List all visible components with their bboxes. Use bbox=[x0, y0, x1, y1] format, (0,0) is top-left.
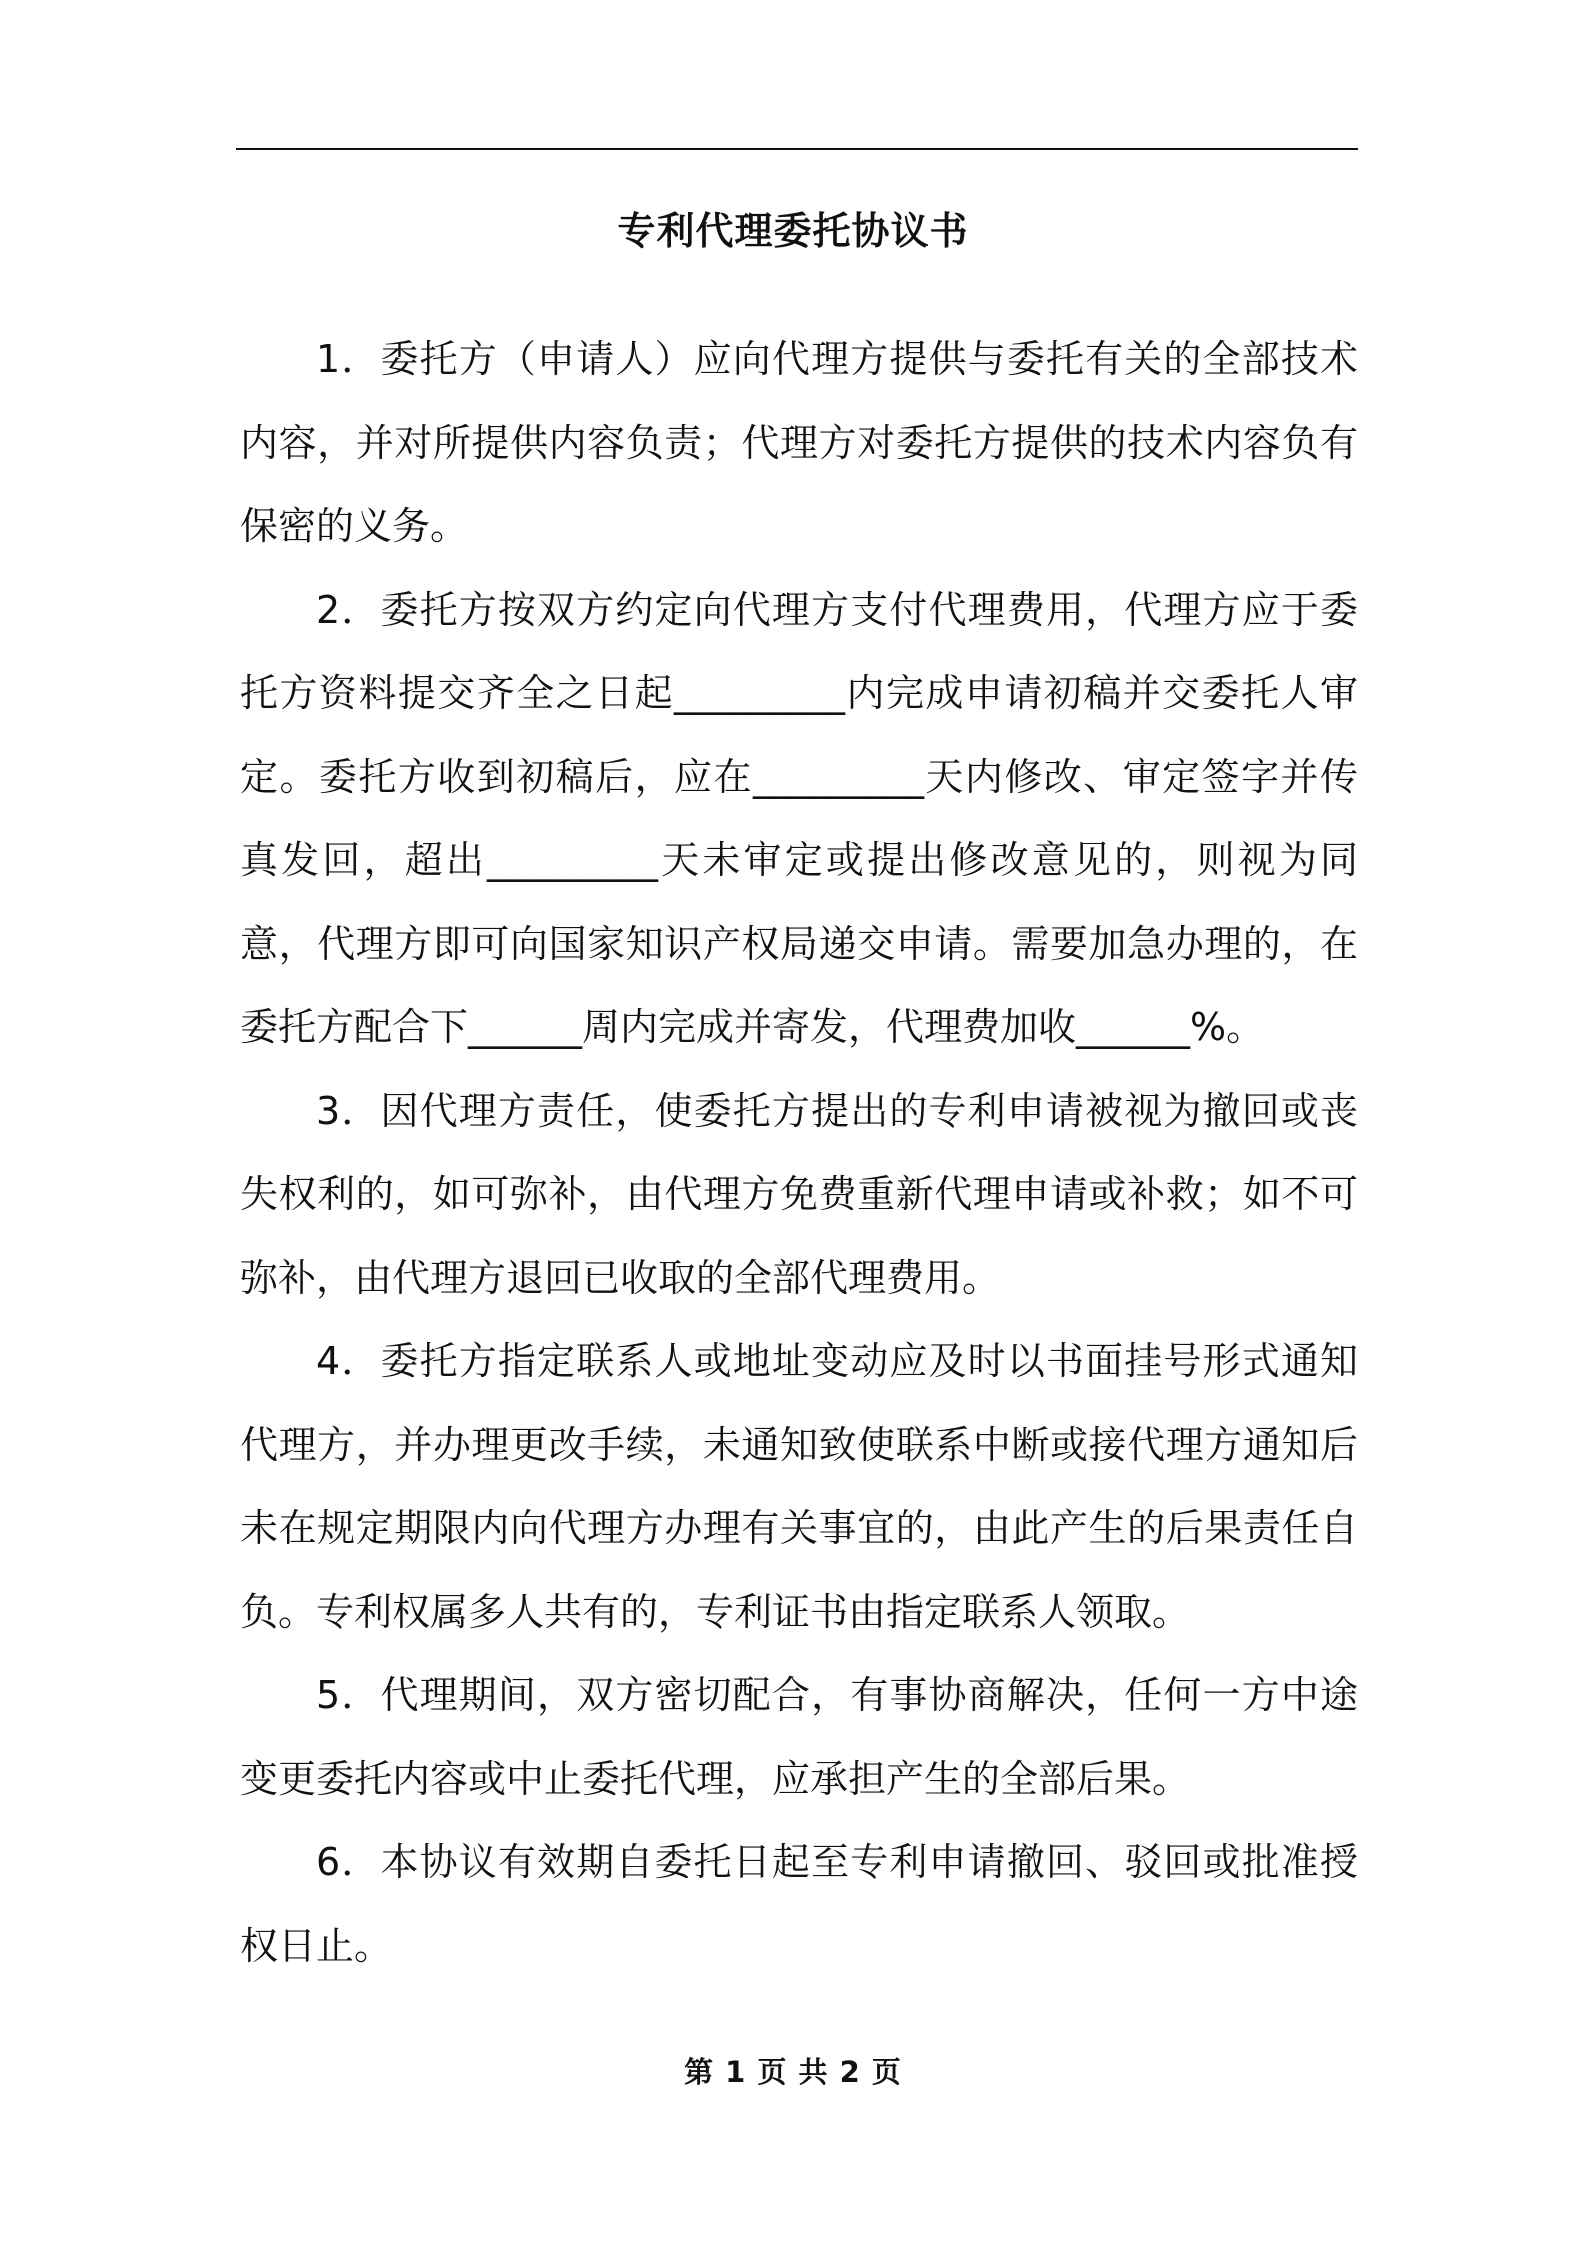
page-indicator: 第 1 页 共 2 页 bbox=[684, 2055, 902, 2089]
header-rule bbox=[236, 148, 1358, 150]
document-title: 专利代理委托协议书 bbox=[617, 209, 969, 253]
clause-5: 5．代理期间，双方密切配合，有事协商解决，任何一方中途变更委托内容或中止委托代理，应承担产生的全部后果。 bbox=[240, 1673, 1358, 1801]
clause-2: 2．委托方按双方约定向代理方支付代理费用，代理方应于委托方资料提交齐全之日起_________内完成申请初稿并交委托人审定。委托方收到初稿后，应在_________天内修改、审定签字并传真发回，超出_________天未审定或提出修改意见的，则视为同意，代理方即可向国家知识产权局递交申请。需要加急办理的，在委托方配合下______周内完成并寄发，代理费加收______%。 bbox=[240, 587, 1358, 1049]
clause-6: 6．本协议有效期自委托日起至专利申请撤回、驳回或批准授权日止。 bbox=[240, 1840, 1358, 1968]
agreement-body bbox=[240, 318, 1358, 1988]
clause-3: 3．因代理方责任，使委托方提出的专利申请被视为撤回或丧失权利的，如可弥补，由代理方免费重新代理申请或补救；如不可弥补，由代理方退回已收取的全部代理费用。 bbox=[240, 1088, 1358, 1300]
clause-1: 1．委托方（申请人）应向代理方提供与委托有关的全部技术内容，并对所提供内容负责；代理方对委托方提供的技术内容负有保密的义务。 bbox=[240, 337, 1358, 548]
clause-4: 4．委托方指定联系人或地址变动应及时以书面挂号形式通知代理方，并办理更改手续，未通知致使联系中断或接代理方通知后未在规定期限内向代理方办理有关事宜的，由此产生的后果责任自负。专利权属多人共有的，专利证书由指定联系人领取。 bbox=[240, 1339, 1358, 1634]
